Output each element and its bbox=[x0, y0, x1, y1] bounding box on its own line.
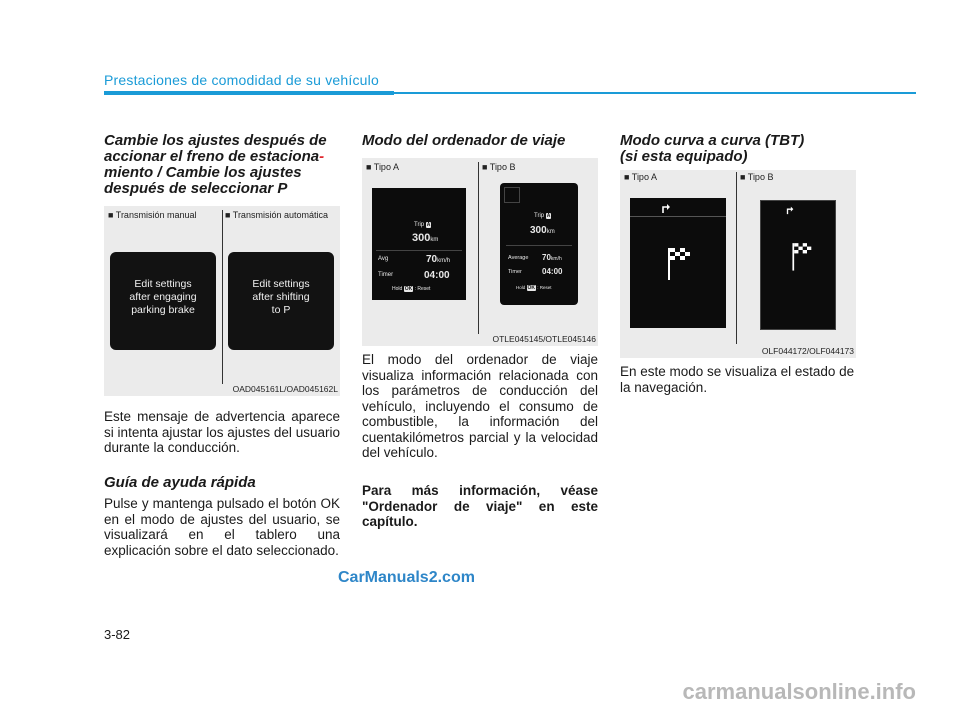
trip-display-type-a: Trip A 300km Avg 70km/h Timer 04:00 Hold OK : Reset bbox=[372, 188, 466, 300]
figure-label-type-a: ■ Tipo A bbox=[366, 162, 399, 172]
figure-divider bbox=[736, 172, 737, 344]
figure-label-type-b: ■ Tipo B bbox=[740, 172, 774, 182]
page-number: 3-82 bbox=[104, 627, 131, 642]
watermark-footer: carmanualsonline.info bbox=[682, 679, 916, 704]
tbt-display-type-a bbox=[630, 198, 726, 328]
figure-label-type-b: ■ Tipo B bbox=[482, 162, 516, 172]
display-automatic: Edit settings after shifting to P bbox=[228, 252, 334, 350]
figure-divider bbox=[478, 162, 479, 334]
trip-display-type-b: Trip A 300km Average 70km/h Timer 04:00 Hold OK : Reset bbox=[500, 183, 578, 305]
destination-flag-icon bbox=[789, 241, 813, 271]
turn-right-icon bbox=[785, 205, 795, 215]
col1-para1: Este mensaje de advertencia aparece si intenta ajustar los ajustes del usuario durante la conducción. bbox=[104, 409, 340, 455]
watermark-link[interactable]: CarManuals2.com bbox=[338, 569, 475, 586]
figure-code: OLF044172/OLF044173 bbox=[761, 346, 854, 356]
figure-tbt bbox=[620, 170, 856, 358]
figure-trip-computer bbox=[362, 158, 598, 346]
figure-label-manual: ■ Transmisión manual bbox=[108, 210, 197, 220]
col2-heading: Modo del ordenador de viaje bbox=[362, 132, 566, 149]
col2-para2: Para más información, véase "Ordenador de viaje" en este capítulo. bbox=[362, 483, 598, 529]
col3-para1: En este modo se visualiza el estado de la navegación. bbox=[620, 364, 855, 395]
destination-flag-icon bbox=[664, 246, 692, 280]
section-header-title: Prestaciones de comodidad de su vehículo bbox=[104, 72, 379, 88]
col1-heading1: Cambie los ajustes después de accionar el freno de estaciona- miento / Cambie los ajustes después de seleccionar P bbox=[104, 132, 327, 197]
col1-heading2: Guía de ayuda rápida bbox=[104, 474, 256, 491]
display-manual: Edit settings after engaging parking brake bbox=[110, 252, 216, 350]
col2-para1: El modo del ordenador de viaje visualiza información relacionada con los parámetros de conducción del vehículo, incluyendo el consumo de combustible, la información del cuentakilómetros parcial y la velocidad del vehículo. bbox=[362, 352, 598, 460]
figure-code: OAD045161L/OAD045162L bbox=[232, 384, 338, 394]
turn-right-icon bbox=[660, 202, 672, 214]
col3-heading: Modo curva a curva (TBT) (si esta equipado) bbox=[620, 132, 805, 165]
figure-label-automatic: ■ Transmisión automática bbox=[225, 210, 328, 220]
figure-code: OTLE045145/OTLE045146 bbox=[492, 334, 596, 344]
col1-para2: Pulse y mantenga pulsado el botón OK en el modo de ajustes del usuario, se visualizará en el tablero una explicación sobre el dato seleccionado. bbox=[104, 496, 340, 558]
figure-divider bbox=[222, 210, 223, 384]
tbt-display-type-b bbox=[760, 200, 836, 330]
header-rule-accent bbox=[104, 91, 394, 95]
figure-label-type-a: ■ Tipo A bbox=[624, 172, 657, 182]
figure-settings-warning bbox=[104, 206, 340, 396]
